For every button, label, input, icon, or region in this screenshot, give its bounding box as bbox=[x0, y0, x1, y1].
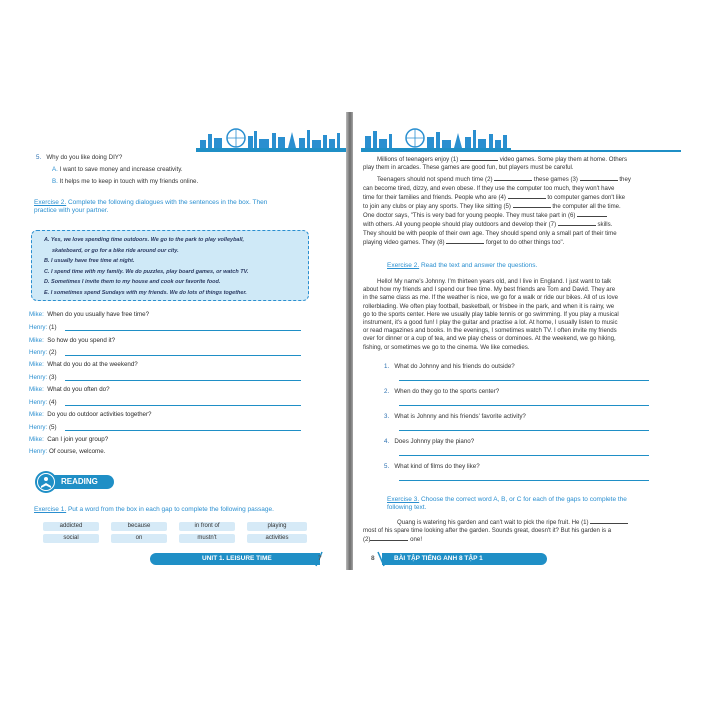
passage3: Quang is watering his garden and can't wait to pick the ripe fruit. He (1) most of his spare time looking after the garden. Sounds great, doesn't it? But his garden is a (2) one! bbox=[363, 518, 681, 545]
answer-line-q5[interactable] bbox=[399, 480, 649, 481]
footer-unit-title: UNIT 1. LEISURE TIME bbox=[202, 555, 272, 562]
exercise1-title bbox=[34, 506, 274, 514]
q5-option-a bbox=[52, 166, 183, 174]
q5-question: Why do you like doing DIY? bbox=[46, 154, 123, 161]
answer-line-q1[interactable] bbox=[399, 380, 649, 381]
word-chip: in front of bbox=[179, 522, 235, 531]
exercise1-label: Exercise 1. bbox=[34, 506, 67, 513]
question-row: 1. What do Johnny and his friends do outside? bbox=[384, 363, 515, 370]
exercise2-right-label: Exercise 2. bbox=[387, 262, 420, 269]
dialogue-line: Henry: (2) bbox=[29, 349, 57, 356]
box-line-e: E. I sometimes spend Sundays with my friends. We do lots of things together. bbox=[44, 289, 247, 296]
exercise1-instruction: Put a word from the box in each gap to complete the following passage. bbox=[67, 506, 274, 513]
exercise2-label: Exercise 2. bbox=[34, 199, 67, 206]
dialogue-line: Mike: Do you do outdoor activities together? bbox=[29, 411, 152, 418]
city-skyline-icon bbox=[196, 128, 346, 152]
q5-option-b bbox=[52, 178, 198, 186]
exercise3-title bbox=[387, 496, 627, 504]
footer-left-bar bbox=[150, 553, 320, 565]
answer-line-2[interactable] bbox=[65, 355, 301, 356]
dialogue-line: Mike: When do you usually have free time? bbox=[29, 311, 150, 318]
question-row: 3. What is Johnny and his friends' favorite activity? bbox=[384, 413, 526, 420]
dialogue-line: Henry: (3) bbox=[29, 374, 57, 381]
exercise3-instruction: Choose the correct word A, B, or C for each of the gaps to complete the bbox=[420, 496, 627, 503]
answer-line-q3[interactable] bbox=[399, 430, 649, 431]
dialogue-line: Henry: (5) bbox=[29, 424, 57, 431]
exercise2-right-title bbox=[387, 262, 537, 270]
dialogue-line: Henry: Of course, welcome. bbox=[29, 448, 106, 455]
question-row: 2. When do they go to the sports center? bbox=[384, 388, 500, 395]
city-skyline-icon bbox=[361, 128, 511, 152]
right-page bbox=[353, 112, 683, 570]
box-line-a2: skateboard, or go for a bike ride around our city. bbox=[52, 247, 179, 254]
sentence-box bbox=[31, 230, 309, 301]
q5-number: 5. bbox=[36, 154, 42, 161]
passage2: Hello! My name's Johnny. I'm thirteen years old, and I live in England. I just want to talk about how my friends and I spend our free time. My best friends are Tom and David. They are in the same class as me. If the weather is nice, we go for a walk or ride our bikes. All of us love rollerblading. We often play football, basketball, or frisbee in the park, and when it is rainy, we go to the sports center. Here we usually play table tennis or go swimming. If you play a musical instrument, it's a good fun! I play the guitar and practise a lot. At home, I usually listen to music or read magazines and books. In the evenings, I sometimes watch TV. I often invite my friends over for dinner or a cup of tea, and we play chess or dominoes. At the weekend, we go hiking, fishing, or sometimes we go to the cinema. We like comedies. bbox=[363, 278, 619, 351]
answer-line-q4[interactable] bbox=[399, 455, 649, 456]
exercise3-instruction-line2: following text. bbox=[387, 504, 427, 511]
answer-line-5[interactable] bbox=[65, 430, 301, 431]
word-chip: mustn't bbox=[179, 534, 235, 543]
q5-a-text: I want to save money and increase creativity. bbox=[59, 166, 183, 173]
dialogue-line: Mike: Can I join your group? bbox=[29, 436, 109, 443]
q5-b-text: It helps me to keep in touch with my friends online. bbox=[59, 178, 199, 185]
q5-row bbox=[36, 154, 122, 162]
answer-line-4[interactable] bbox=[65, 405, 301, 406]
answer-line-q2[interactable] bbox=[399, 405, 649, 406]
exercise2-right-instruction: Read the text and answer the questions. bbox=[420, 262, 538, 269]
box-line-d: D. Sometimes I invite them to my house and cook our favorite food. bbox=[44, 279, 221, 285]
dialogue-line: Henry: (1) bbox=[29, 324, 57, 331]
word-chip: because bbox=[111, 522, 167, 531]
box-line-b: B. I usually have free time at night. bbox=[44, 258, 135, 264]
word-chip: addicted bbox=[43, 522, 99, 531]
answer-line-1[interactable] bbox=[65, 330, 301, 331]
exercise3-label: Exercise 3. bbox=[387, 496, 420, 503]
word-chip: on bbox=[111, 534, 167, 543]
answer-line-3[interactable] bbox=[65, 380, 301, 381]
left-page bbox=[21, 112, 348, 570]
top-rule bbox=[196, 150, 348, 152]
word-chip: activities bbox=[247, 534, 307, 543]
reading-label: READING bbox=[61, 477, 98, 486]
dialogue-line: Mike: So how do you spend it? bbox=[29, 337, 116, 344]
footer-book-title: BÀI TẬP TIẾNG ANH 8 TẬP 1 bbox=[394, 555, 483, 562]
exercise2-instruction: Complete the following dialogues with the sentences in the box. Then bbox=[67, 199, 268, 206]
footer-right-bar bbox=[382, 553, 547, 565]
question-row: 4. Does Johnny play the piano? bbox=[384, 438, 475, 445]
page-number-right: 8 bbox=[371, 555, 375, 562]
dialogue-line: Mike: What do you often do? bbox=[29, 386, 110, 393]
page-number-left: 7 bbox=[318, 555, 322, 562]
box-line-a1: A. Yes, we love spending time outdoors. We go to the park to play volleyball, bbox=[44, 237, 245, 243]
dialogue-line: Mike: What do you do at the weekend? bbox=[29, 361, 138, 368]
question-row: 5. What kind of films do they like? bbox=[384, 463, 480, 470]
word-chip: social bbox=[43, 534, 99, 543]
dialogue-line: Henry: (4) bbox=[29, 399, 57, 406]
top-rule bbox=[361, 150, 681, 152]
word-chip: playing bbox=[247, 522, 307, 531]
q5-a-letter: A. bbox=[52, 166, 58, 173]
exercise2-title bbox=[34, 199, 334, 207]
exercise2-instruction-line2: practice with your partner. bbox=[34, 207, 109, 214]
q5-b-letter: B. bbox=[52, 178, 58, 185]
passage1: Millions of teenagers enjoy (1) video games. Some play them at home. Others play them in arcades. These games are good fun, but players must be careful. Teenagers should not spend much time (2) these games (3) they can become tired, dizzy, and even obese. If they use the computer too much, they won't have time for their families and friends. People who are (4) to computer games don't like to join any clubs or play any sports. They like sitting (5) the computer all the time. One doctor says, "This is very bad for young people. They must take part in (6) with others. All young people should play outdoors and develop their (7) skills. They should be with people of their own age. They should spend only a small part of their time playing video games. They (8) forget to do other things too". bbox=[363, 156, 631, 246]
box-line-c: C. I spend time with my family. We do puzzles, play board games, or watch TV. bbox=[44, 268, 249, 275]
